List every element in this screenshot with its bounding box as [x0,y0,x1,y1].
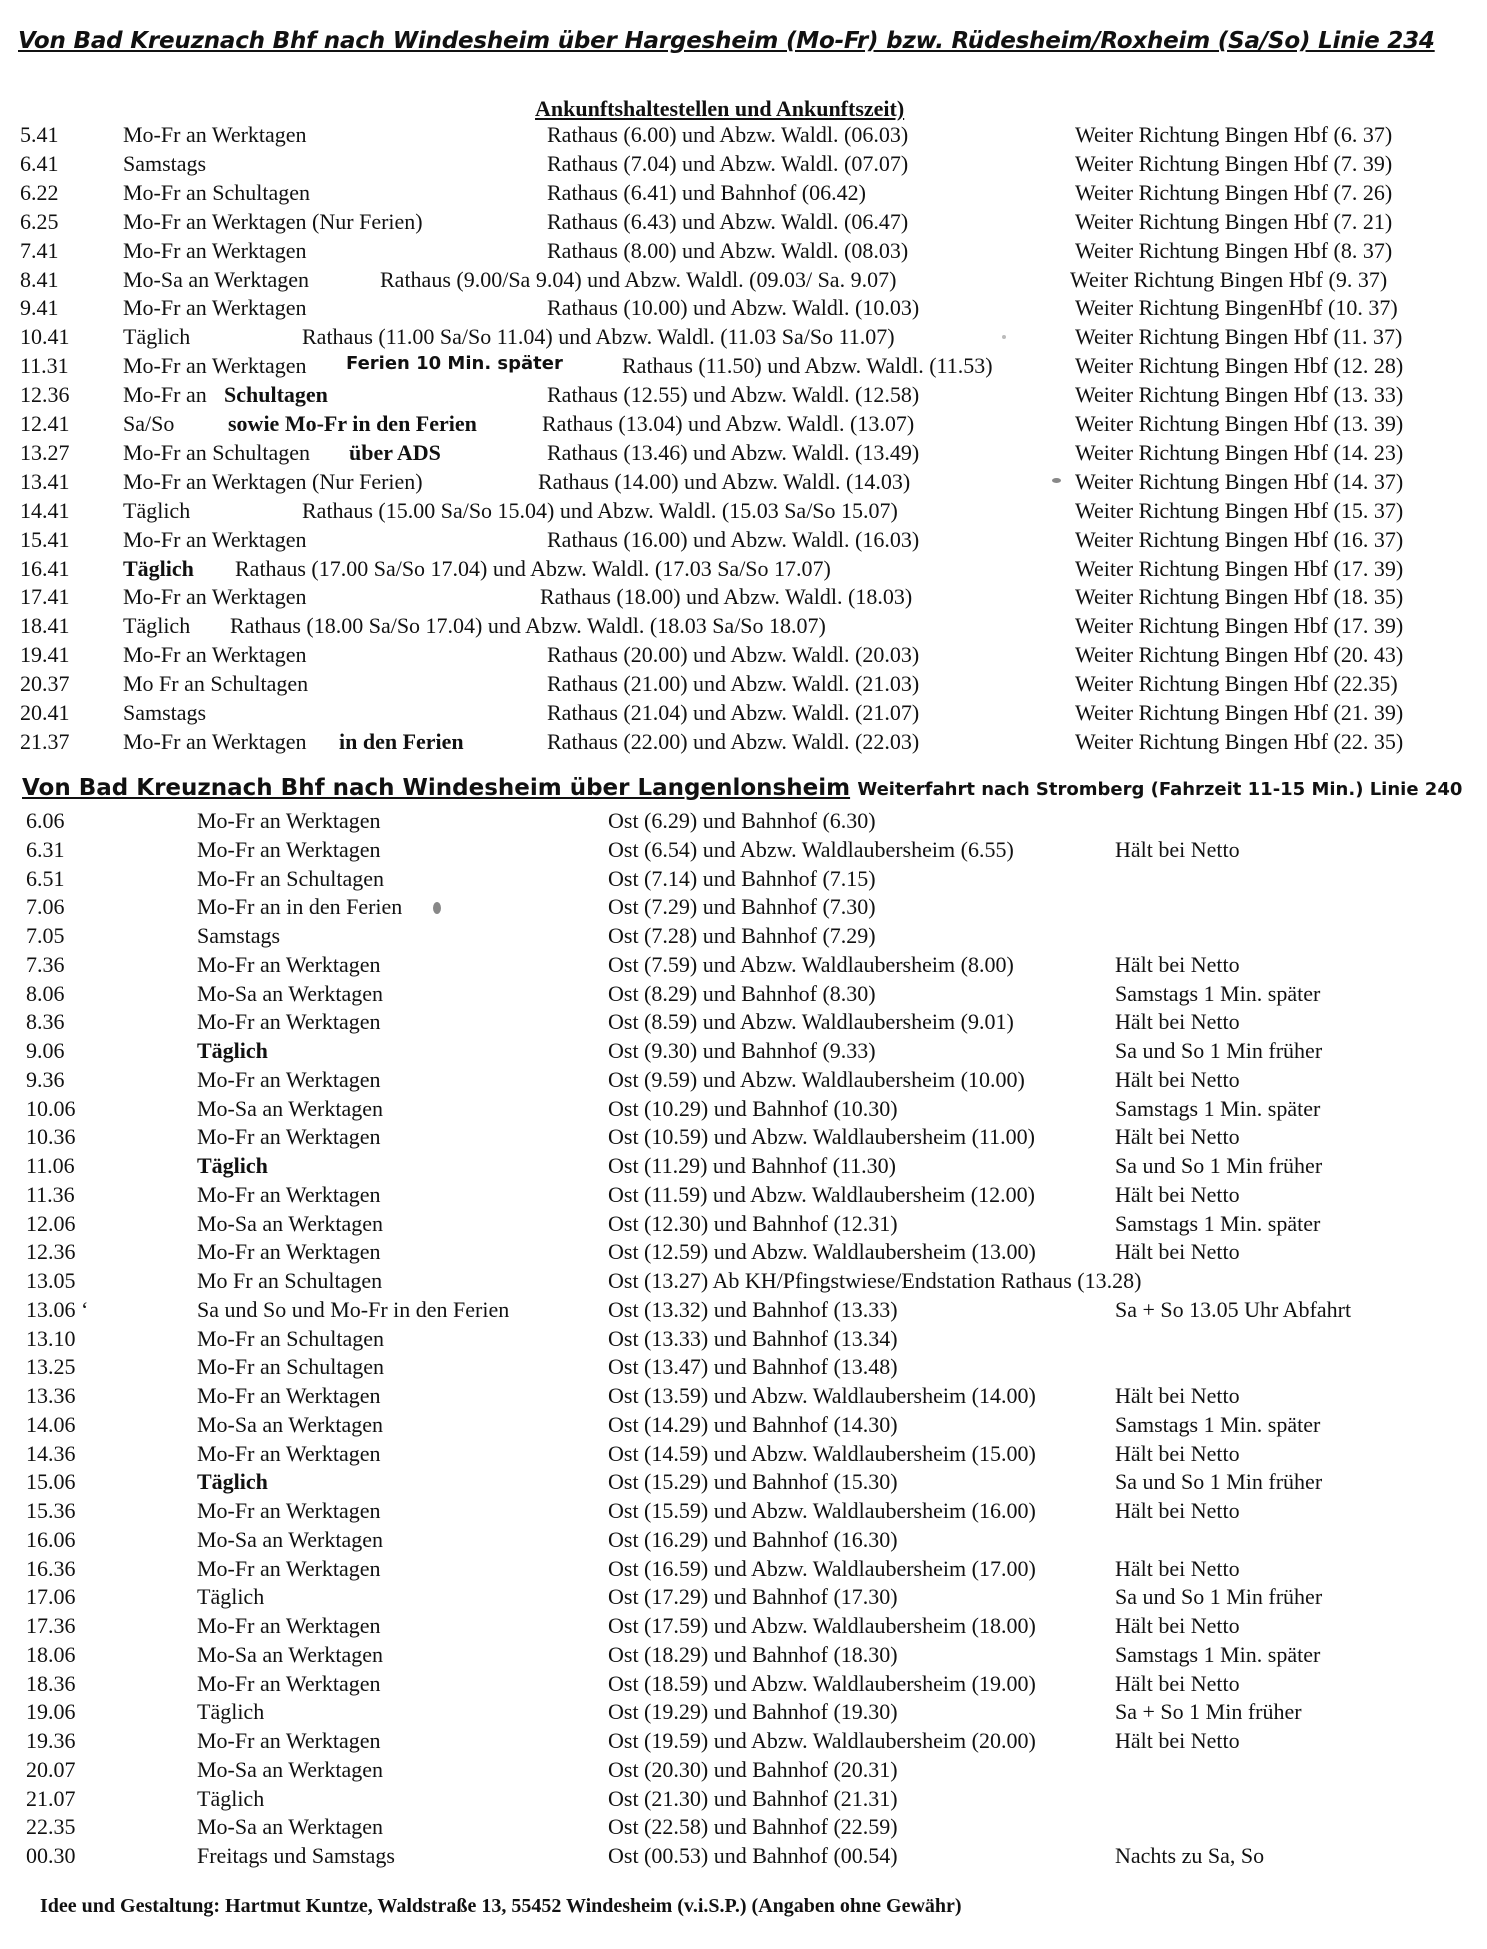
arrival-stops: Rathaus (20.00) und Abzw. Waldl. (20.03) [547,642,920,668]
service-note: Hält bei Netto [1115,1383,1240,1408]
arrival-stops: Ost (14.59) und Abzw. Waldlaubersheim (15.00) [608,1440,1036,1466]
service-days: Mo-Fr an Werktagen [123,642,307,668]
service-days: Täglich [123,613,191,639]
departure-time: 18.41 [20,613,70,639]
arrival-stops: Ost (16.29) und Bahnhof (16.30) [608,1526,898,1552]
arrival-stops: Rathaus (18.00) und Abzw. Waldl. (18.03) [540,584,913,610]
service-days: Mo-Fr an Schultagen [197,1325,384,1351]
arrival-stops: Rathaus (21.04) und Abzw. Waldl. (21.07) [547,700,920,725]
scan-speck [1002,335,1006,339]
departure-time: 11.06 [26,1153,75,1178]
departure-time: 21.37 [20,728,70,754]
continuation: Weiter Richtung Bingen Hbf (14. 23) [1075,439,1404,465]
arrival-stops: Ost (7.29) und Bahnhof (7.30) [608,894,876,920]
departure-time: 16.06 [26,1526,76,1552]
departure-time: 17.06 [26,1584,76,1610]
departure-time: 13.41 [20,468,70,494]
departure-time: 18.36 [26,1670,76,1696]
continuation: Weiter Richtung Bingen Hbf (13. 39) [1075,411,1404,436]
service-note: Nachts zu Sa, So [1115,1843,1265,1868]
service-days: Mo-Sa an Werktagen [197,1210,383,1236]
arrival-stops: Ost (6.54) und Abzw. Waldlaubersheim (6.55) [608,836,1014,862]
service-days: Mo-Sa an Werktagen [197,980,383,1006]
line-240-title-rest: Weiterfahrt nach Stromberg (Fahrzeit 11-15 Min.) Linie 240 [857,779,1463,800]
departure-time: 19.36 [26,1728,76,1753]
departure-time: 12.36 [20,382,70,408]
service-days: Mo-Sa an Werktagen [197,1411,383,1437]
arrival-stops: Ost (11.59) und Abzw. Waldlaubersheim (12.00) [608,1181,1035,1207]
arrival-stops: Rathaus (8.00) und Abzw. Waldl. (08.03) [547,237,909,263]
footer-credits: Idee und Gestaltung: Hartmut Kuntze, Waldstraße 13, 55452 Windesheim (v.i.S.P.) (Angaben ohne Gewähr) [40,1895,962,1917]
service-days: Täglich [197,1153,268,1178]
service-days: Mo-Fr an Werktagen [197,808,381,833]
service-note: Schultagen [224,382,328,408]
service-note: Samstags 1 Min. später [1115,980,1321,1006]
arrival-stops: Rathaus (13.46) und Abzw. Waldl. (13.49) [547,439,920,465]
service-days: Samstags [123,150,207,176]
arrival-stops: Ost (8.29) und Bahnhof (8.30) [608,980,876,1006]
service-days: Mo-Fr an Werktagen [197,1124,381,1150]
departure-time: 15.41 [20,526,70,552]
departure-time: 13.36 [26,1383,76,1408]
line-240-title-main: Von Bad Kreuznach Bhf nach Windesheim über Langenlonsheim [22,775,851,801]
continuation: Weiter Richtung Bingen Hbf (18. 35) [1075,584,1404,610]
service-note: Sa und So 1 Min früher [1115,1153,1323,1178]
departure-time: 00.30 [26,1843,76,1868]
service-days: Mo-Fr an Werktagen [197,1383,381,1408]
service-note: über ADS [349,439,441,465]
departure-time: 13.27 [20,439,70,465]
arrival-stops: Ost (13.59) und Abzw. Waldlaubersheim (14.00) [608,1383,1036,1408]
continuation: Weiter Richtung Bingen Hbf (6. 37) [1075,122,1393,147]
arrival-stops: Rathaus (11.50) und Abzw. Waldl. (11.53) [622,353,993,379]
departure-time: 14.41 [20,497,70,523]
departure-time: 13.25 [26,1354,76,1380]
service-days: Täglich [123,324,191,350]
service-days: Täglich [197,1584,265,1610]
departure-time: 10.36 [26,1124,76,1150]
service-days: Mo-Sa an Werktagen [197,1641,383,1667]
service-note: Hält bei Netto [1115,1181,1240,1207]
service-days: Mo-Fr an Werktagen [197,1498,381,1523]
departure-time: 11.36 [26,1181,75,1207]
arrival-stops: Rathaus (15.00 Sa/So 15.04) und Abzw. Waldl. (15.03 Sa/So 15.07) [302,497,898,523]
service-note: Hält bei Netto [1115,1124,1240,1150]
arrival-stops: Ost (18.29) und Bahnhof (18.30) [608,1641,898,1667]
service-note: Hält bei Netto [1115,1239,1240,1265]
service-days: Mo-Fr an in den Ferien [197,894,403,920]
departure-time: 9.06 [26,1038,65,1063]
continuation: Weiter Richtung Bingen Hbf (7. 39) [1075,150,1393,176]
continuation: Weiter Richtung Bingen Hbf (22.35) [1075,671,1398,697]
departure-time: 6.25 [20,208,59,234]
continuation: Weiter Richtung BingenHbf (10. 37) [1075,295,1398,321]
continuation: Weiter Richtung Bingen Hbf (22. 35) [1075,728,1404,754]
continuation: Weiter Richtung Bingen Hbf (15. 37) [1075,497,1404,523]
service-days: Mo-Fr an Werktagen [123,728,307,754]
arrival-stops: Rathaus (13.04) und Abzw. Waldl. (13.07) [542,411,915,436]
arrival-stops-subtitle: Ankunftshaltestellen und Ankunftszeit) [535,96,905,121]
service-note: in den Ferien [339,728,464,754]
arrival-stops: Ost (12.30) und Bahnhof (12.31) [608,1210,898,1236]
continuation: Weiter Richtung Bingen Hbf (13. 33) [1075,382,1404,408]
scan-speck [433,902,441,914]
continuation: Weiter Richtung Bingen Hbf (14. 37) [1075,468,1404,494]
service-days: Mo-Fr an Werktagen [123,237,307,263]
service-note: Sa + So 13.05 Uhr Abfahrt [1115,1296,1352,1322]
service-note: Sa + So 1 Min früher [1115,1699,1302,1725]
arrival-stops: Ost (13.32) und Bahnhof (13.33) [608,1296,898,1322]
service-days: Mo Fr an Schultagen [197,1268,383,1293]
departure-time: 14.36 [26,1440,76,1466]
arrival-stops: Ost (9.30) und Bahnhof (9.33) [608,1038,876,1063]
service-note: Hält bei Netto [1115,1440,1240,1466]
service-note: Sa und So 1 Min früher [1115,1584,1323,1610]
service-days: Sa/So [123,411,175,436]
service-days: Mo-Fr an Werktagen [123,526,307,552]
continuation: Weiter Richtung Bingen Hbf (12. 28) [1075,353,1404,379]
service-days: Mo-Fr an Schultagen [197,1354,384,1380]
departure-time: 6.06 [26,808,65,833]
continuation: Weiter Richtung Bingen Hbf (9. 37) [1070,266,1388,292]
departure-time: 13.05 [26,1268,76,1293]
departure-time: 12.36 [26,1239,76,1265]
continuation: Weiter Richtung Bingen Hbf (8. 37) [1075,237,1393,263]
arrival-stops: Ost (11.29) und Bahnhof (11.30) [608,1153,896,1178]
arrival-stops: Rathaus (7.04) und Abzw. Waldl. (07.07) [547,150,909,176]
service-days: Mo-Fr an Werktagen (Nur Ferien) [123,468,423,494]
departure-time: 6.51 [26,865,65,891]
arrival-stops: Rathaus (6.41) und Bahnhof (06.42) [547,179,866,205]
continuation: Weiter Richtung Bingen Hbf (17. 39) [1075,555,1404,581]
service-days: Täglich [123,497,191,523]
arrival-stops: Ost (13.47) und Bahnhof (13.48) [608,1354,898,1380]
departure-time: 6.31 [26,836,65,862]
departure-time: 9.41 [20,295,59,321]
departure-time: 7.41 [20,237,59,263]
timetable-line-234-title: Von Bad Kreuznach Bhf nach Windesheim über Hargesheim (Mo-Fr) bzw. Rüdesheim/Roxheim (Sa/So) Linie 234 [18,28,1435,54]
arrival-stops: Ost (9.59) und Abzw. Waldlaubersheim (10.00) [608,1066,1025,1092]
arrival-stops: Rathaus (12.55) und Abzw. Waldl. (12.58) [547,382,920,408]
arrival-stops: Ost (20.30) und Bahnhof (20.31) [608,1756,898,1782]
continuation: Weiter Richtung Bingen Hbf (11. 37) [1075,324,1403,350]
service-days: Mo-Fr an Werktagen (Nur Ferien) [123,208,423,234]
arrival-stops: Ost (10.29) und Bahnhof (10.30) [608,1095,898,1121]
service-note: sowie Mo-Fr in den Ferien [228,411,477,436]
service-days: Mo-Fr an Werktagen [123,122,307,147]
departure-time: 6.22 [20,179,59,205]
arrival-stops: Rathaus (21.00) und Abzw. Waldl. (21.03) [547,671,920,697]
departure-time: 10.41 [20,324,70,350]
continuation: Weiter Richtung Bingen Hbf (7. 26) [1075,179,1393,205]
departure-time: 22.35 [26,1814,76,1840]
continuation: Weiter Richtung Bingen Hbf (21. 39) [1075,700,1404,725]
departure-time: 16.41 [20,555,70,581]
service-days: Samstags [197,923,281,948]
service-days: Täglich [197,1699,265,1725]
arrival-stops: Ost (18.59) und Abzw. Waldlaubersheim (19.00) [608,1670,1036,1696]
service-days: Täglich [197,1038,268,1063]
service-days: Mo-Fr an Werktagen [197,1009,381,1035]
service-days: Sa und So und Mo-Fr in den Ferien [197,1296,510,1322]
service-days: Täglich [197,1469,268,1495]
arrival-stops: Ost (15.29) und Bahnhof (15.30) [608,1469,898,1495]
arrival-stops: Ost (13.33) und Bahnhof (13.34) [608,1325,898,1351]
service-note: Sa und So 1 Min früher [1115,1469,1323,1495]
service-note: Hält bei Netto [1115,1728,1240,1753]
service-note: Hält bei Netto [1115,1498,1240,1523]
departure-time: 17.41 [20,584,70,610]
departure-time: 7.05 [26,923,65,948]
arrival-stops: Ost (6.29) und Bahnhof (6.30) [608,808,876,833]
service-note: Hält bei Netto [1115,1613,1240,1638]
departure-time: 16.36 [26,1555,76,1581]
service-days: Mo-Fr an Werktagen [123,353,307,379]
departure-time: 6.41 [20,150,59,176]
service-days: Mo-Fr an Schultagen [123,439,310,465]
service-days: Täglich [123,555,194,581]
arrival-stops: Rathaus (22.00) und Abzw. Waldl. (22.03) [547,728,920,754]
service-days: Mo-Fr an Schultagen [197,865,384,891]
service-note: Samstags 1 Min. später [1115,1210,1321,1236]
service-note: Samstags 1 Min. später [1115,1641,1321,1667]
service-days: Mo-Sa an Werktagen [123,266,309,292]
service-days: Mo-Fr an Schultagen [123,179,310,205]
continuation: Weiter Richtung Bingen Hbf (20. 43) [1075,642,1404,668]
arrival-stops: Ost (12.59) und Abzw. Waldlaubersheim (13.00) [608,1239,1036,1265]
departure-time: 20.37 [20,671,70,697]
departure-time: 8.36 [26,1009,65,1035]
departure-time: 8.06 [26,980,65,1006]
arrival-stops: Rathaus (16.00) und Abzw. Waldl. (16.03) [547,526,920,552]
departure-time: 15.36 [26,1498,76,1523]
service-days: Mo Fr an Schultagen [123,671,309,697]
service-note: Hält bei Netto [1115,1066,1240,1092]
arrival-stops: Rathaus (10.00) und Abzw. Waldl. (10.03) [547,295,920,321]
arrival-stops: Ost (15.59) und Abzw. Waldlaubersheim (16.00) [608,1498,1036,1523]
service-days: Mo-Fr an Werktagen [197,836,381,862]
service-days: Mo-Fr an Werktagen [197,1555,381,1581]
timetable-line-240-title [22,775,1462,801]
continuation: Weiter Richtung Bingen Hbf (16. 37) [1075,526,1404,552]
service-days: Freitags und Samstags [197,1843,395,1868]
departure-time: 15.06 [26,1469,76,1495]
departure-time: 18.06 [26,1641,76,1667]
service-note: Samstags 1 Min. später [1115,1411,1321,1437]
service-days: Mo-Sa an Werktagen [197,1526,383,1552]
service-days: Mo-Sa an Werktagen [197,1814,383,1840]
service-days: Täglich [197,1785,265,1811]
arrival-stops: Rathaus (14.00) und Abzw. Waldl. (14.03) [538,468,911,494]
service-note: Hält bei Netto [1115,836,1240,862]
departure-time: 19.41 [20,642,70,668]
departure-time: 21.07 [26,1785,76,1811]
service-note: Hält bei Netto [1115,1555,1240,1581]
service-days: Samstags [123,700,207,725]
service-days: Mo-Sa an Werktagen [197,1756,383,1782]
departure-time: 7.06 [26,894,65,920]
arrival-stops: Ost (7.59) und Abzw. Waldlaubersheim (8.00) [608,951,1014,977]
service-days: Mo-Sa an Werktagen [197,1095,383,1121]
arrival-stops: Rathaus (6.00) und Abzw. Waldl. (06.03) [547,122,909,147]
service-days: Mo-Fr an Werktagen [197,1066,381,1092]
arrival-stops: Ost (22.58) und Bahnhof (22.59) [608,1814,898,1840]
arrival-stops: Rathaus (9.00/Sa 9.04) und Abzw. Waldl. (09.03/ Sa. 9.07) [380,266,897,292]
service-days: Mo-Fr an Werktagen [197,1181,381,1207]
service-note: Hält bei Netto [1115,951,1240,977]
arrival-stops: Ost (14.29) und Bahnhof (14.30) [608,1411,898,1437]
scan-speck [1052,478,1061,483]
service-note: Hält bei Netto [1115,1009,1240,1035]
departure-time: 14.06 [26,1411,76,1437]
arrival-stops: Ost (8.59) und Abzw. Waldlaubersheim (9.01) [608,1009,1014,1035]
arrival-stops: Ost (21.30) und Bahnhof (21.31) [608,1785,898,1811]
departure-time: 8.41 [20,266,59,292]
departure-time: 12.41 [20,411,70,436]
departure-time: 13.06 ‘ [26,1296,89,1322]
departure-time: 17.36 [26,1613,76,1638]
departure-time: 7.36 [26,951,65,977]
departure-time: 19.06 [26,1699,76,1725]
service-note: Hält bei Netto [1115,1670,1240,1696]
arrival-stops: Ost (19.29) und Bahnhof (19.30) [608,1699,898,1725]
arrival-stops: Ost (17.59) und Abzw. Waldlaubersheim (18.00) [608,1613,1036,1638]
arrival-stops: Ost (13.27) Ab KH/Pfingstwiese/Endstation Rathaus (13.28) [608,1268,1142,1293]
service-note: Sa und So 1 Min früher [1115,1038,1323,1063]
departure-time: 20.41 [20,700,70,725]
continuation: Weiter Richtung Bingen Hbf (7. 21) [1075,208,1393,234]
continuation: Weiter Richtung Bingen Hbf (17. 39) [1075,613,1404,639]
service-days: Mo-Fr an Werktagen [197,1670,381,1696]
service-note: Samstags 1 Min. später [1115,1095,1321,1121]
service-days: Mo-Fr an Werktagen [197,1239,381,1265]
service-days: Mo-Fr an Werktagen [197,1440,381,1466]
service-days: Mo-Fr an Werktagen [197,1613,381,1638]
arrival-stops: Ost (16.59) und Abzw. Waldlaubersheim (17.00) [608,1555,1036,1581]
arrival-stops: Ost (7.14) und Bahnhof (7.15) [608,865,876,891]
arrival-stops: Ost (19.59) und Abzw. Waldlaubersheim (20.00) [608,1728,1036,1753]
departure-time: 9.36 [26,1066,65,1092]
service-days: Mo-Fr an Werktagen [197,1728,381,1753]
arrival-stops: Ost (7.28) und Bahnhof (7.29) [608,923,876,948]
departure-time: 5.41 [20,122,59,147]
service-days: Mo-Fr an Werktagen [123,295,307,321]
departure-time: 20.07 [26,1756,76,1782]
departure-time: 11.31 [20,353,69,379]
arrival-stops: Ost (10.59) und Abzw. Waldlaubersheim (11.00) [608,1124,1035,1150]
arrival-stops: Ost (17.29) und Bahnhof (17.30) [608,1584,898,1610]
service-note: Ferien 10 Min. später [346,353,563,375]
service-days: Mo-Fr an Werktagen [197,951,381,977]
departure-time: 10.06 [26,1095,76,1121]
service-days: Mo-Fr an Werktagen [123,584,307,610]
departure-time: 12.06 [26,1210,76,1236]
arrival-stops: Rathaus (17.00 Sa/So 17.04) und Abzw. Waldl. (17.03 Sa/So 17.07) [235,555,831,581]
arrival-stops: Rathaus (6.43) und Abzw. Waldl. (06.47) [547,208,909,234]
arrival-stops: Rathaus (18.00 Sa/So 17.04) und Abzw. Waldl. (18.03 Sa/So 18.07) [230,613,826,639]
arrival-stops: Rathaus (11.00 Sa/So 11.04) und Abzw. Waldl. (11.03 Sa/So 11.07) [302,324,895,350]
departure-time: 13.10 [26,1325,76,1351]
arrival-stops: Ost (00.53) und Bahnhof (00.54) [608,1843,898,1868]
service-days: Mo-Fr an [123,382,207,408]
